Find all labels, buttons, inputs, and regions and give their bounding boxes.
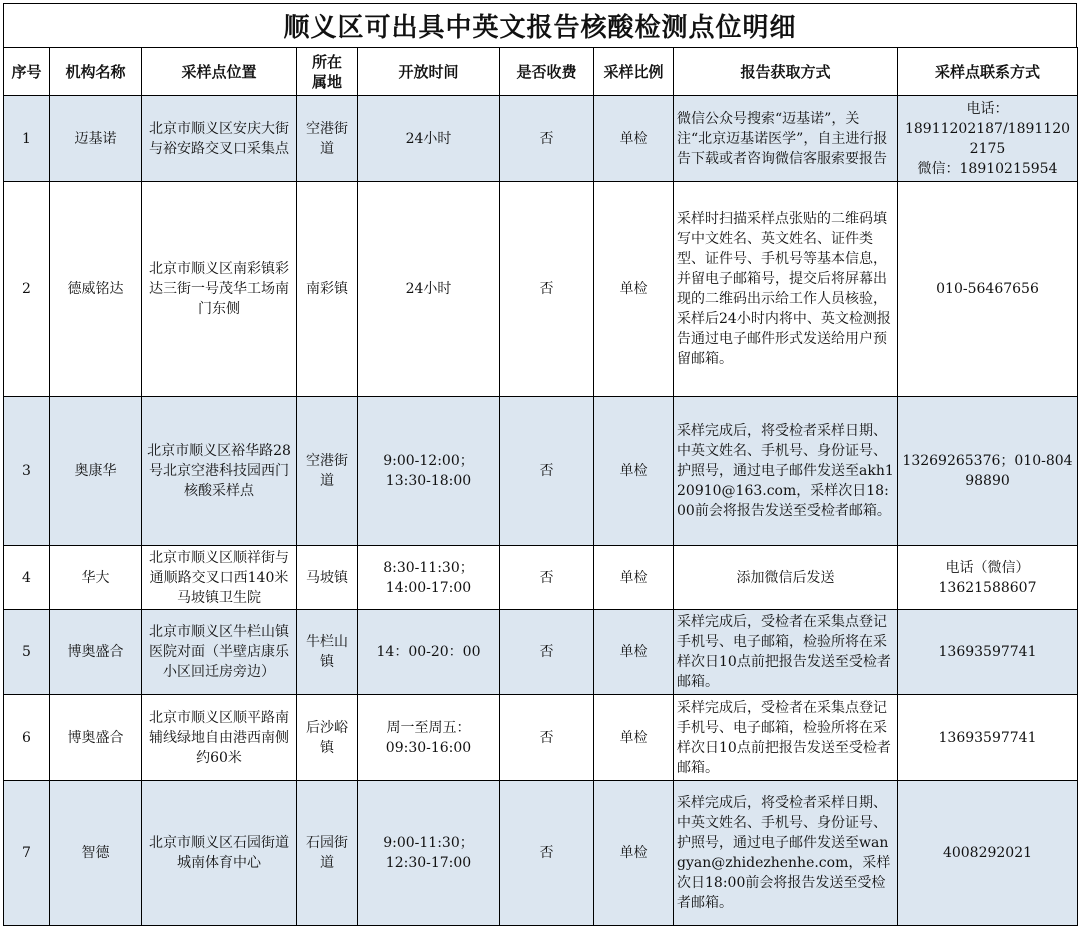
cell-report: 采样完成后，将受检者采样日期、中英文姓名、手机号、身份证号、护照号，通过电子邮件发送至akh120910@163.com，采样次日18:00前会将报告发送至受检者邮箱。	[674, 397, 898, 546]
cell-no: 5	[4, 610, 50, 695]
cell-location: 北京市顺义区安庆大街与裕安路交叉口采集点	[142, 96, 297, 182]
cell-contact	[898, 546, 1078, 610]
cell-hours	[358, 695, 500, 781]
hours-line2: 13:30-18:00	[385, 473, 472, 489]
cell-hours	[358, 397, 500, 546]
cell-no: 6	[4, 695, 50, 781]
header-district	[297, 48, 358, 96]
cell-contact	[898, 182, 1078, 397]
table-row	[4, 96, 1078, 182]
cell-org: 奥康华	[50, 397, 142, 546]
contact-line2: 13621588607	[938, 579, 1037, 596]
header-location: 采样点位置	[142, 48, 297, 96]
cell-district: 马坡镇	[297, 546, 358, 610]
cell-district: 空港街道	[297, 397, 358, 546]
cell-location: 北京市顺义区石园街道城南体育中心	[142, 781, 297, 926]
cell-org: 德威铭达	[50, 182, 142, 397]
cell-ratio: 单检	[594, 695, 674, 781]
table-row	[4, 610, 1078, 695]
header-row	[4, 48, 1078, 96]
contact-line1: 电话：	[966, 100, 1009, 117]
hours-line1: 14：00-20：00	[376, 644, 481, 660]
header-report: 报告获取方式	[674, 48, 898, 96]
hours-line1: 9:00-12:00；	[383, 453, 474, 469]
cell-ratio: 单检	[594, 182, 674, 397]
header-fee: 是否收费	[500, 48, 594, 96]
cell-no: 3	[4, 397, 50, 546]
cell-district: 空港街道	[297, 96, 358, 182]
contact-line1: 13693597741	[938, 729, 1037, 746]
header-district-line2: 属地	[311, 72, 342, 91]
cell-ratio: 单检	[594, 96, 674, 182]
hours-line1: 24小时	[405, 281, 452, 297]
cell-district: 牛栏山镇	[297, 610, 358, 695]
cell-contact	[898, 781, 1078, 926]
hours-line1: 9:00-11:30；	[383, 835, 474, 851]
cell-org: 迈基诺	[50, 96, 142, 182]
cell-report: 采样完成后，将受检者采样日期、中英文姓名、手机号、身份证号、护照号，通过电子邮件发送至wangyan@zhidezhenhe.com，采样次日18:00前会将报告发送至受检者邮箱。	[674, 781, 898, 926]
cell-no: 1	[4, 96, 50, 182]
cell-contact	[898, 695, 1078, 781]
cell-location: 北京市顺义区顺平路南辅线绿地自由港西南侧约60米	[142, 695, 297, 781]
cell-location: 北京市顺义区顺祥街与通顺路交叉口西140米马坡镇卫生院	[142, 546, 297, 610]
cell-fee: 否	[500, 182, 594, 397]
cell-contact	[898, 610, 1078, 695]
table-row	[4, 781, 1078, 926]
cell-report: 采样时扫描采样点张贴的二维码填写中文姓名、英文姓名、证件类型、证件号、手机号等基本信息，并留电子邮箱号，提交后将屏幕出现的二维码出示给工作人员核验，采样后24小时内将中、英文检测报告通过电子邮件形式发送给用户预留邮箱。	[674, 182, 898, 397]
page-title: 顺义区可出具中英文报告核酸检测点位明细	[3, 3, 1077, 47]
table-row	[4, 182, 1078, 397]
cell-location: 北京市顺义区牛栏山镇医院对面（半壁店康乐小区回迁房旁边）	[142, 610, 297, 695]
test-site-table	[3, 47, 1078, 926]
hours-line1: 24小时	[405, 130, 452, 147]
cell-no: 7	[4, 781, 50, 926]
cell-org: 博奥盛合	[50, 610, 142, 695]
cell-hours	[358, 781, 500, 926]
cell-hours	[358, 182, 500, 397]
hours-line1: 8:30-11:30；	[383, 559, 474, 576]
cell-org: 博奥盛合	[50, 695, 142, 781]
cell-district: 南彩镇	[297, 182, 358, 397]
cell-fee: 否	[500, 546, 594, 610]
contact-line1: 13693597741	[938, 644, 1037, 660]
cell-no: 4	[4, 546, 50, 610]
cell-hours	[358, 96, 500, 182]
cell-hours	[358, 546, 500, 610]
header-contact: 采样点联系方式	[898, 48, 1078, 96]
contact-line1: 010-56467656	[936, 281, 1039, 297]
header-hours: 开放时间	[358, 48, 500, 96]
cell-ratio: 单检	[594, 397, 674, 546]
cell-ratio: 单检	[594, 610, 674, 695]
hours-line2: 09:30-16:00	[385, 739, 472, 756]
cell-contact	[898, 96, 1078, 182]
header-district-line1: 所在	[311, 52, 342, 71]
cell-district: 后沙峪镇	[297, 695, 358, 781]
hours-line2: 12:30-17:00	[385, 855, 472, 871]
cell-report: 采样完成后，受检者在采集点登记手机号、电子邮箱，检验所将在采样次日10点前把报告发送至受检者邮箱。	[674, 610, 898, 695]
contact-line1: 电话（微信）	[945, 559, 1030, 576]
cell-ratio: 单检	[594, 546, 674, 610]
cell-location: 北京市顺义区南彩镇彩达三街一号茂华工场南门东侧	[142, 182, 297, 397]
table-row	[4, 546, 1078, 610]
cell-fee: 否	[500, 695, 594, 781]
cell-report: 添加微信后发送	[674, 546, 898, 610]
cell-district: 石园街道	[297, 781, 358, 926]
cell-org: 智德	[50, 781, 142, 926]
cell-contact	[898, 397, 1078, 546]
header-no: 序号	[4, 48, 50, 96]
cell-ratio: 单检	[594, 781, 674, 926]
contact-line1: 13269265376；010-80498890	[902, 453, 1073, 489]
hours-line1: 周一至周五：	[386, 719, 471, 736]
cell-hours	[358, 610, 500, 695]
cell-org: 华大	[50, 546, 142, 610]
cell-no: 2	[4, 182, 50, 397]
contact-line2: 18911202187/18911202175	[904, 120, 1071, 157]
cell-report: 采样完成后，受检者在采集点登记手机号、电子邮箱，检验所将在采样次日10点前把报告发送至受检者邮箱。	[674, 695, 898, 781]
cell-fee: 否	[500, 96, 594, 182]
cell-fee: 否	[500, 781, 594, 926]
cell-location: 北京市顺义区裕华路28号北京空港科技园西门核酸采样点	[142, 397, 297, 546]
header-ratio: 采样比例	[594, 48, 674, 96]
cell-fee: 否	[500, 397, 594, 546]
hours-line2: 14:00-17:00	[385, 579, 472, 596]
cell-report: 微信公众号搜索“迈基诺”，关注“北京迈基诺医学”，自主进行报告下载或者咨询微信客服索要报告	[674, 96, 898, 182]
table-row	[4, 397, 1078, 546]
report-sheet	[3, 3, 1077, 926]
header-org: 机构名称	[50, 48, 142, 96]
cell-fee: 否	[500, 610, 594, 695]
table-row	[4, 695, 1078, 781]
contact-line3: 微信：18910215954	[917, 160, 1058, 177]
contact-line1: 4008292021	[942, 845, 1033, 861]
